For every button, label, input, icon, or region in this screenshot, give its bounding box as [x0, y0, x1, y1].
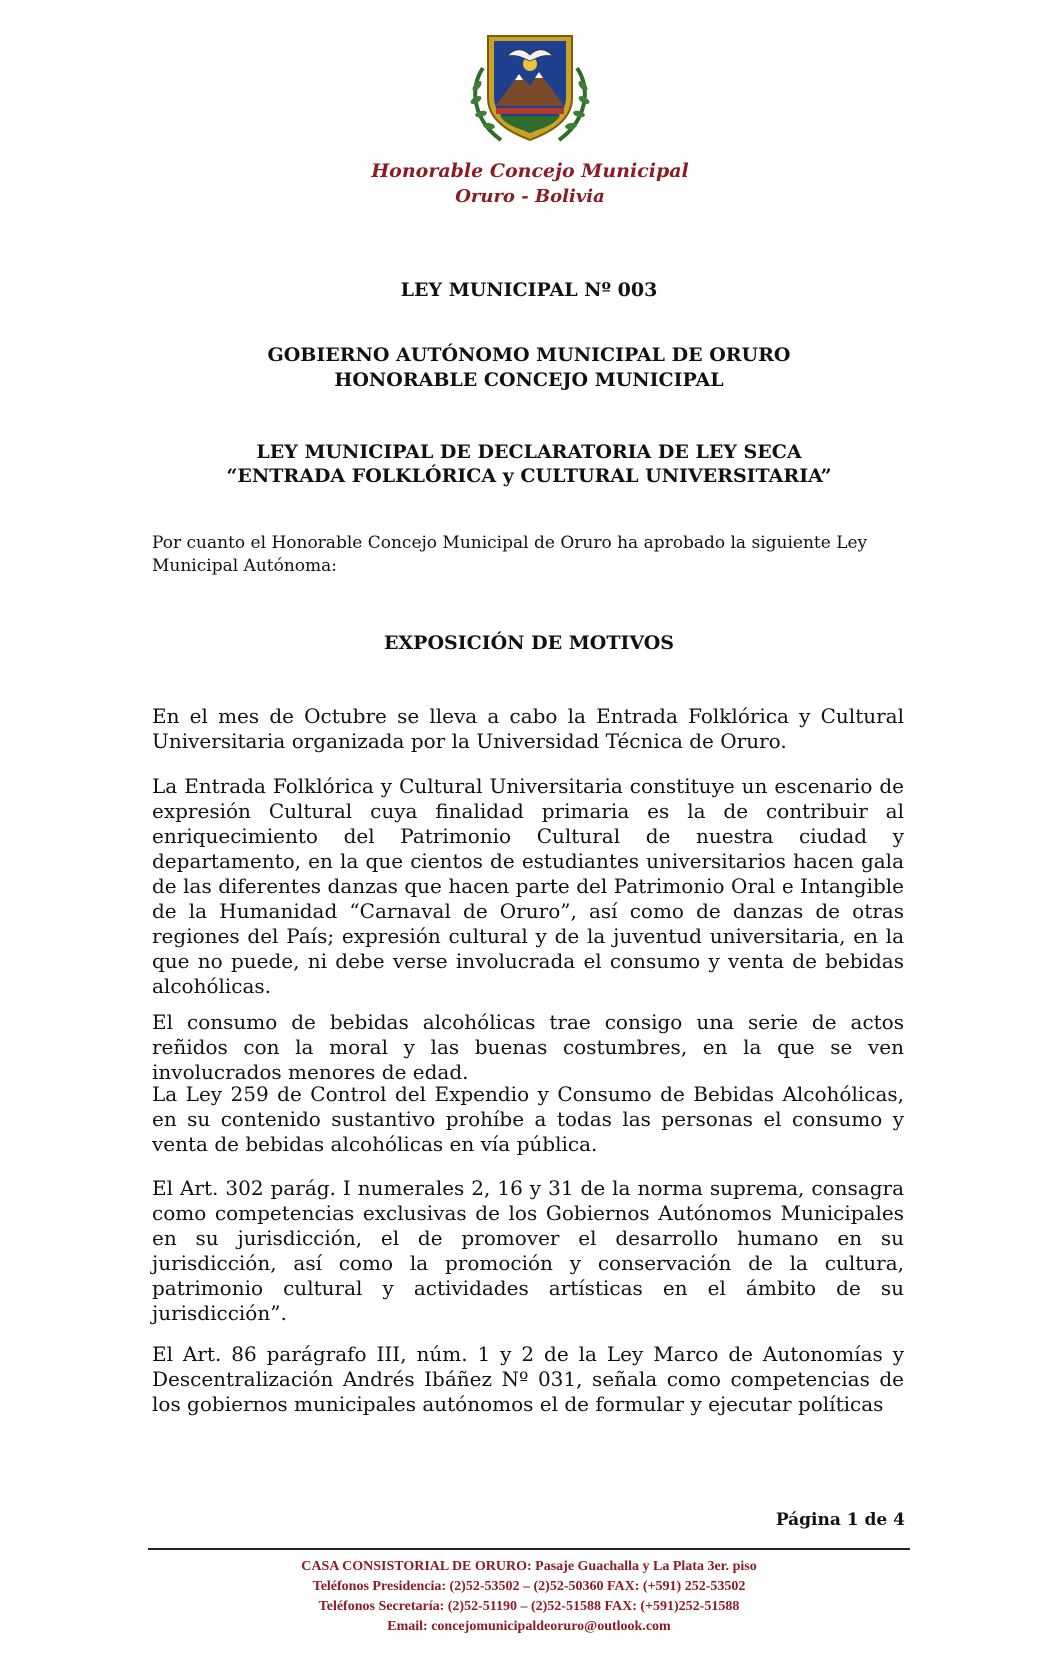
council-name: Honorable Concejo Municipal — [371, 160, 689, 182]
paragraph-1: En el mes de Octubre se lleva a cabo la Entrada Folklórica y Cultural Universitaria organizada por la Universidad Técnica de Oruro. — [152, 704, 904, 753]
government-name: GOBIERNO AUTÓNOMO MUNICIPAL DE ORURO — [267, 344, 791, 366]
intro-paragraph: Por cuanto el Honorable Concejo Municipal de Oruro ha aprobado la siguiente Ley Municipal Autónoma: — [152, 533, 868, 576]
law-number: LEY MUNICIPAL Nº 003 — [400, 279, 658, 301]
council-location: Oruro - Bolivia — [455, 186, 605, 207]
paragraph-3: El consumo de bebidas alcohólicas trae consigo una serie de actos reñidos con la moral y las buenas costumbres, en la que se ven involucrados menores de edad. — [152, 1010, 904, 1084]
footer-divider — [148, 1548, 910, 1550]
footer-phones-secretary: Teléfonos Secretaría: (2)52-51190 – (2)52-51588 FAX: (+591)252-51588 — [318, 1599, 740, 1614]
paragraph-5: El Art. 302 parág. I numerales 2, 16 y 31 de la norma suprema, consagra como competencias exclusivas de los Gobiernos Autónomos Municipales en su jurisdicción, el de promover el desarrollo humano en su jurisdicción, así como la promoción y conservación de la cultura, patrimonio cultural y actividades artísticas en el ámbito de su jurisdicción”. — [152, 1176, 904, 1325]
footer-address: CASA CONSISTORIAL DE ORURO: Pasaje Guachalla y La Plata 3er. piso — [301, 1559, 757, 1574]
footer-email[interactable]: Email: concejomunicipaldeoruro@outlook.com — [387, 1619, 671, 1634]
footer-phones-presidency: Teléfonos Presidencia: (2)52-53502 – (2)52-50360 FAX: (+591) 252-53502 — [312, 1579, 746, 1594]
council-heading — [300, 158, 760, 210]
paragraph-6: El Art. 86 parágrafo III, núm. 1 y 2 de la Ley Marco de Autonomías y Descentralización Andrés Ibáñez Nº 031, señala como competencias de los gobiernos municipales autónomos el de formular y ejecutar políticas — [152, 1342, 904, 1416]
section-title: EXPOSICIÓN DE MOTIVOS — [383, 632, 675, 654]
law-title: LEY MUNICIPAL DE DECLARATORIA DE LEY SECA — [256, 441, 802, 463]
paragraph-2: La Entrada Folklórica y Cultural Universitaria constituye un escenario de expresión Cultural cuya finalidad primaria es la de contribuir al enriquecimiento del Patrimonio Cultural de nuestra ciudad y departamento, en la que cientos de estudiantes universitarios hacen gala de las diferentes danzas que hacen parte del Patrimonio Oral e Intangible de la Humanidad “Carnaval de Oruro”, así como de danzas de otras regiones del País; expresión cultural y de la juventud universitaria, en la que no puede, ni debe verse involucrada el consumo y venta de bebidas alcohólicas. — [152, 774, 904, 998]
page-number: Página 1 de 4 — [775, 1510, 905, 1530]
municipal-seal — [455, 28, 605, 148]
council-title: HONORABLE CONCEJO MUNICIPAL — [334, 369, 724, 391]
footer — [0, 1557, 1058, 1637]
coat-of-arms-icon — [455, 28, 605, 148]
law-subtitle: “ENTRADA FOLKLÓRICA y CULTURAL UNIVERSITARIA” — [226, 465, 832, 487]
paragraph-4: La Ley 259 de Control del Expendio y Consumo de Bebidas Alcohólicas, en su contenido sustantivo prohíbe a todas las personas el consumo y venta de bebidas alcohólicas en vía pública. — [152, 1082, 904, 1156]
